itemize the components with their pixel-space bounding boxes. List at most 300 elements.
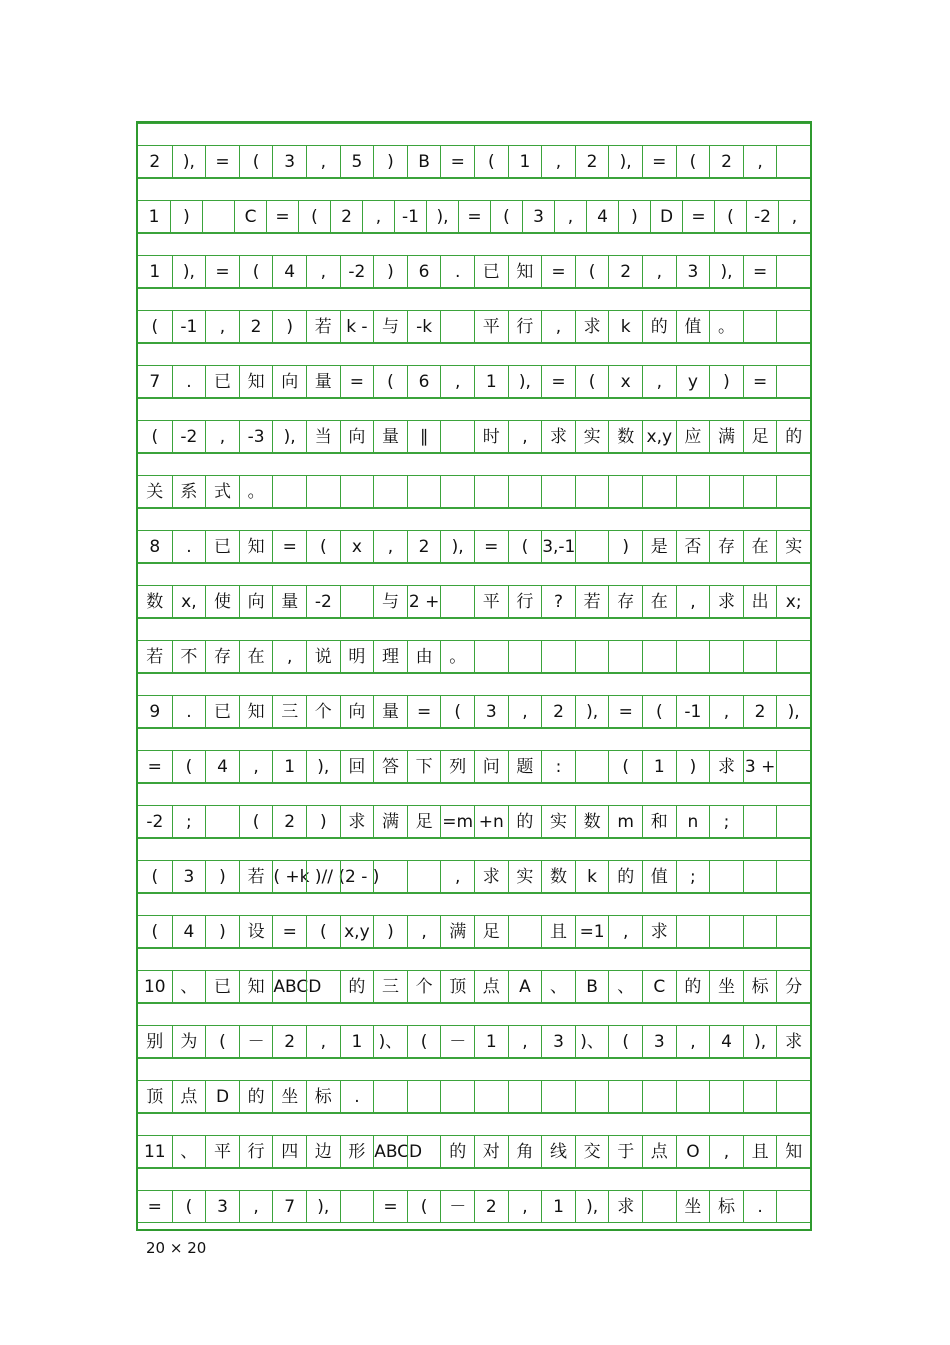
grid-cell: +n [474, 806, 508, 838]
grid-cell [776, 146, 810, 178]
grid-gap-19 [138, 1113, 810, 1135]
grid-cell: ? [541, 586, 575, 618]
grid-cell: 对 [474, 1136, 508, 1168]
grid-cell: 理 [373, 641, 407, 673]
grid-cell: , [709, 1136, 743, 1168]
grid-cell: 明 [340, 641, 374, 673]
grid-cell: = [272, 531, 306, 563]
grid-cell: ( [714, 201, 746, 233]
grid-cell: , [642, 366, 676, 398]
grid-cell: 标 [306, 1081, 340, 1113]
grid-cell [474, 1081, 508, 1113]
grid-cell: 的 [440, 1136, 474, 1168]
grid-cell: ), [306, 751, 340, 783]
grid-cell: , [239, 751, 273, 783]
grid-cell: 4 [205, 751, 239, 783]
grid-cell: 量 [373, 421, 407, 453]
grid-cell: = [272, 916, 306, 948]
grid-cell: , [440, 861, 474, 893]
grid-cell: k - [340, 311, 374, 343]
grid-cell [776, 1191, 810, 1223]
grid-cell: B [575, 971, 609, 1003]
grid-cell: 求 [608, 1191, 642, 1223]
grid-cell: n [676, 806, 710, 838]
grid-cell: 1 [474, 1026, 508, 1058]
grid-gap-11 [138, 673, 810, 695]
grid-cell: , [362, 201, 394, 233]
grid-cell: 的 [508, 806, 542, 838]
grid-cell: , [676, 586, 710, 618]
grid-cell: 求 [541, 421, 575, 453]
grid-cell: -2 [306, 586, 340, 618]
grid-cell: -3 [239, 421, 273, 453]
grid-cell: ), [272, 421, 306, 453]
grid-cell: 5 [340, 146, 374, 178]
grid-cell: 且 [743, 1136, 777, 1168]
grid-cell: ( [239, 256, 273, 288]
grid-gap-3 [138, 233, 810, 255]
grid-gap-15 [138, 893, 810, 915]
grid-cell: , [508, 1191, 542, 1223]
grid-cell: ABCD [272, 971, 306, 1003]
grid-cell: ( [575, 256, 609, 288]
grid-cell [474, 641, 508, 673]
grid-cell: 3 [522, 201, 554, 233]
grid-cell: 三 [373, 971, 407, 1003]
manuscript-grid [136, 121, 812, 1231]
grid-cell: 1 [642, 751, 676, 783]
grid-cell [676, 1081, 710, 1113]
grid-cell [306, 476, 340, 508]
grid-cell: ) [676, 751, 710, 783]
grid-cell: ) [170, 201, 202, 233]
grid-cell: 知 [239, 971, 273, 1003]
grid-cell: x,y [642, 421, 676, 453]
grid-cell: 1 [148, 207, 160, 227]
grid-cell: － [239, 1026, 273, 1058]
grid-cell: 实 [508, 861, 542, 893]
grid-cell: A [508, 971, 542, 1003]
grid-cell: 足 [474, 916, 508, 948]
grid-cell: 知 [239, 531, 273, 563]
grid-row-10 [138, 640, 810, 673]
grid-cell [575, 1081, 609, 1113]
grid-cell: 下 [407, 751, 441, 783]
grid-cell [776, 476, 810, 508]
grid-gap-2 [138, 178, 810, 200]
grid-cell: C [234, 201, 266, 233]
grid-cell: ( [298, 201, 330, 233]
grid-cell: = [266, 201, 298, 233]
grid-cell: 4 [272, 256, 306, 288]
grid-cell: = [147, 757, 162, 777]
grid-cell: 存 [608, 586, 642, 618]
grid-cell: )、 [575, 1026, 609, 1058]
grid-cell [575, 751, 609, 783]
grid-cell: 足 [407, 806, 441, 838]
grid-cell: 量 [272, 586, 306, 618]
grid-row-16 [138, 970, 810, 1003]
grid-cell: ( [575, 366, 609, 398]
grid-cell: x [608, 366, 642, 398]
grid-cell: 不 [172, 641, 206, 673]
grid-cell [776, 256, 810, 288]
grid-cell [541, 641, 575, 673]
grid-cell [676, 641, 710, 673]
grid-cell: k [575, 861, 609, 893]
grid-cell: 2 [239, 311, 273, 343]
grid-row-13 [138, 805, 810, 838]
grid-cell: 的 [608, 861, 642, 893]
grid-cell: 标 [709, 1191, 743, 1223]
grid-cell: 6 [407, 366, 441, 398]
grid-cell: , [205, 421, 239, 453]
grid-cell: 。 [440, 641, 474, 673]
grid-cell: =1 [575, 916, 609, 948]
grid-cell: 在 [743, 531, 777, 563]
grid-cell: 。 [709, 311, 743, 343]
grid-cell: 的 [340, 971, 374, 1003]
grid-cell: 9 [149, 702, 161, 722]
grid-cell: 3 [172, 861, 206, 893]
grid-cell: = [373, 1191, 407, 1223]
grid-cell: ( [151, 317, 159, 337]
grid-cell [776, 641, 810, 673]
grid-row-15 [138, 915, 810, 948]
grid-cell [642, 641, 676, 673]
grid-cell: 实 [541, 806, 575, 838]
grid-cell: 4 [586, 201, 618, 233]
grid-cell [608, 476, 642, 508]
grid-cell [440, 476, 474, 508]
grid-cell: ( [490, 201, 522, 233]
grid-cell: ( [676, 146, 710, 178]
grid-cell [474, 476, 508, 508]
grid-cell: ( [172, 1191, 206, 1223]
grid-cell: 向 [340, 696, 374, 728]
grid-cell: 、 [608, 971, 642, 1003]
grid-cell [743, 861, 777, 893]
grid-cell: 、 [541, 971, 575, 1003]
grid-cell: , [373, 531, 407, 563]
grid-cell: 2 [709, 146, 743, 178]
grid-cell: , [272, 641, 306, 673]
grid-body [138, 123, 810, 1229]
grid-cell: ), [608, 146, 642, 178]
grid-cell: = [608, 696, 642, 728]
grid-cell: 分 [776, 971, 810, 1003]
grid-cell: = [743, 256, 777, 288]
grid-cell: 量 [306, 366, 340, 398]
grid-cell: 2 [407, 531, 441, 563]
grid-cell: x; [776, 586, 810, 618]
grid-cell [541, 476, 575, 508]
grid-cell [709, 861, 743, 893]
grid-cell: 问 [474, 751, 508, 783]
grid-cell: 实 [776, 531, 810, 563]
grid-cell [776, 751, 810, 783]
grid-cell: , [541, 146, 575, 178]
grid-cell: ( [151, 922, 159, 942]
grid-cell: 时 [474, 421, 508, 453]
grid-cell: 平 [474, 311, 508, 343]
grid-cell [575, 641, 609, 673]
grid-cell: x,y [340, 916, 374, 948]
grid-cell: 个 [306, 696, 340, 728]
grid-cell: -2 [146, 812, 164, 832]
grid-cell: 求 [776, 1026, 810, 1058]
grid-cell: k [608, 311, 642, 343]
grid-cell: ( [474, 146, 508, 178]
grid-cell: ) [306, 806, 340, 838]
grid-cell: 求 [474, 861, 508, 893]
grid-cell: = [340, 366, 374, 398]
grid-cell: 出 [743, 586, 777, 618]
grid-cell: 满 [709, 421, 743, 453]
grid-cell [642, 1191, 676, 1223]
grid-cell: ) [205, 861, 239, 893]
grid-cell: -2 [746, 201, 778, 233]
grid-cell: 点 [172, 1081, 206, 1113]
grid-cell [202, 201, 234, 233]
grid-cell: 坐 [272, 1081, 306, 1113]
grid-gap-1 [138, 123, 810, 145]
grid-cell [340, 1191, 374, 1223]
grid-cell: 值 [676, 311, 710, 343]
grid-cell: － [440, 1191, 474, 1223]
grid-cell: x [340, 531, 374, 563]
grid-cell: , [541, 311, 575, 343]
grid-cell: ( [172, 751, 206, 783]
grid-row-5 [138, 365, 810, 398]
grid-cell: 7 [272, 1191, 306, 1223]
grid-cell: , [205, 311, 239, 343]
grid-cell: ) [373, 146, 407, 178]
grid-cell: , [306, 1026, 340, 1058]
grid-cell [508, 641, 542, 673]
grid-cell: 6 [407, 256, 441, 288]
grid-cell: 的 [676, 971, 710, 1003]
grid-cell [776, 806, 810, 838]
grid-row-7 [138, 475, 810, 508]
grid-cell: 若 [306, 311, 340, 343]
grid-cell [709, 476, 743, 508]
grid-cell: ), [426, 201, 458, 233]
grid-row-1 [138, 145, 810, 178]
grid-cell: 角 [508, 1136, 542, 1168]
grid-cell [440, 311, 474, 343]
grid-cell: 已 [205, 696, 239, 728]
grid-cell: ( [239, 146, 273, 178]
grid-gap-13 [138, 783, 810, 805]
grid-cell [306, 971, 340, 1003]
grid-cell [306, 861, 340, 893]
grid-cell: ( [205, 1026, 239, 1058]
grid-cell: 1 [149, 262, 161, 282]
grid-cell: )、 [373, 1026, 407, 1058]
grid-cell: 3 [676, 256, 710, 288]
grid-cell [407, 861, 441, 893]
grid-cell: 边 [306, 1136, 340, 1168]
grid-size-label: 20 × 20 [146, 1239, 207, 1257]
grid-cell: = [474, 531, 508, 563]
grid-cell: , [778, 201, 810, 233]
grid-cell: 线 [541, 1136, 575, 1168]
grid-cell: 2 [608, 256, 642, 288]
grid-row-6 [138, 420, 810, 453]
grid-row-14 [138, 860, 810, 893]
grid-cell [407, 476, 441, 508]
grid-cell: 1 [272, 751, 306, 783]
grid-cell: 行 [508, 586, 542, 618]
grid-cell: 1 [508, 146, 542, 178]
grid-cell: 坐 [676, 1191, 710, 1223]
grid-cell: 式 [205, 476, 239, 508]
grid-row-12 [138, 750, 810, 783]
grid-cell: ( +k )// (2 - ) [272, 861, 306, 893]
grid-cell [340, 586, 374, 618]
grid-cell [709, 641, 743, 673]
grid-cell: 已 [474, 256, 508, 288]
grid-cell [541, 1081, 575, 1113]
grid-cell: ) [618, 201, 650, 233]
grid-cell [508, 1081, 542, 1113]
grid-cell: , [554, 201, 586, 233]
grid-cell: 2 [575, 146, 609, 178]
grid-cell: D [650, 201, 682, 233]
grid-cell [743, 641, 777, 673]
grid-cell: ( [306, 531, 340, 563]
grid-cell: 四 [272, 1136, 306, 1168]
grid-cell: 求 [709, 586, 743, 618]
grid-cell: 平 [474, 586, 508, 618]
grid-cell: ( [373, 366, 407, 398]
grid-cell: 向 [239, 586, 273, 618]
grid-cell: -1 [172, 311, 206, 343]
grid-cell [608, 1081, 642, 1113]
grid-gap-4 [138, 288, 810, 310]
grid-cell: 求 [709, 751, 743, 783]
grid-cell: 与 [373, 311, 407, 343]
grid-cell: 说 [306, 641, 340, 673]
grid-cell: 坐 [709, 971, 743, 1003]
grid-cell: 数 [146, 592, 164, 612]
grid-cell: x, [172, 586, 206, 618]
grid-cell: ( [151, 427, 159, 447]
grid-gap-14 [138, 838, 810, 860]
grid-cell: , [608, 916, 642, 948]
grid-cell: 满 [440, 916, 474, 948]
grid-cell: -k [407, 311, 441, 343]
grid-cell: 知 [776, 1136, 810, 1168]
grid-cell: 别 [146, 1032, 164, 1052]
grid-cell: ( [642, 696, 676, 728]
grid-cell: 3 [272, 146, 306, 178]
grid-cell [743, 476, 777, 508]
grid-cell: , [743, 146, 777, 178]
grid-cell: 向 [340, 421, 374, 453]
grid-cell: 若 [239, 861, 273, 893]
grid-cell: ( [306, 916, 340, 948]
grid-gap-12 [138, 728, 810, 750]
grid-cell: 2 [541, 696, 575, 728]
grid-cell: 已 [205, 366, 239, 398]
grid-cell [575, 476, 609, 508]
grid-cell: , [508, 1026, 542, 1058]
grid-cell: 是 [642, 531, 676, 563]
grid-cell: 顶 [440, 971, 474, 1003]
grid-cell: = [682, 201, 714, 233]
grid-cell: 存 [709, 531, 743, 563]
grid-cell: 足 [743, 421, 777, 453]
grid-cell: 实 [575, 421, 609, 453]
grid-cell: 在 [239, 641, 273, 673]
grid-cell: 交 [575, 1136, 609, 1168]
grid-cell: 3 [205, 1191, 239, 1223]
grid-cell: ), [440, 531, 474, 563]
grid-cell: 满 [373, 806, 407, 838]
grid-cell: 行 [508, 311, 542, 343]
grid-gap-5 [138, 343, 810, 365]
grid-cell: 应 [676, 421, 710, 453]
grid-cell: = [541, 366, 575, 398]
grid-cell: ( [407, 1026, 441, 1058]
grid-cell: 答 [373, 751, 407, 783]
grid-cell: 三 [272, 696, 306, 728]
grid-cell: = [642, 146, 676, 178]
grid-cell: -2 [172, 421, 206, 453]
grid-cell: ( [239, 806, 273, 838]
grid-cell: ; [709, 806, 743, 838]
grid-cell: 数 [608, 421, 642, 453]
grid-cell: -1 [676, 696, 710, 728]
grid-cell [440, 586, 474, 618]
grid-gap-6 [138, 398, 810, 420]
grid-cell: 2 [272, 1026, 306, 1058]
grid-gap-8 [138, 508, 810, 530]
grid-cell: 平 [205, 1136, 239, 1168]
grid-cell: O [676, 1136, 710, 1168]
grid-cell: . [440, 256, 474, 288]
grid-cell: ), [709, 256, 743, 288]
grid-cell: ( [151, 867, 159, 887]
grid-cell [776, 366, 810, 398]
grid-cell: 2 + [407, 586, 441, 618]
grid-cell: 值 [642, 861, 676, 893]
grid-cell: ABCD [373, 1136, 407, 1168]
grid-gap-9 [138, 563, 810, 585]
grid-row-9 [138, 585, 810, 618]
grid-cell: ( [440, 696, 474, 728]
grid-cell: = [458, 201, 490, 233]
grid-cell [272, 476, 306, 508]
grid-row-11 [138, 695, 810, 728]
grid-row-17 [138, 1025, 810, 1058]
grid-row-2 [138, 200, 810, 233]
grid-cell: 、 [172, 971, 206, 1003]
grid-cell: 3 [541, 1026, 575, 1058]
grid-cell [340, 861, 374, 893]
grid-cell: , [676, 1026, 710, 1058]
grid-cell: 与 [373, 586, 407, 618]
grid-cell: 。 [239, 476, 273, 508]
grid-cell: ), [172, 256, 206, 288]
grid-cell: . [743, 1191, 777, 1223]
grid-cell [373, 476, 407, 508]
grid-cell: 的 [642, 311, 676, 343]
grid-cell: = [743, 366, 777, 398]
grid-cell: , [306, 256, 340, 288]
